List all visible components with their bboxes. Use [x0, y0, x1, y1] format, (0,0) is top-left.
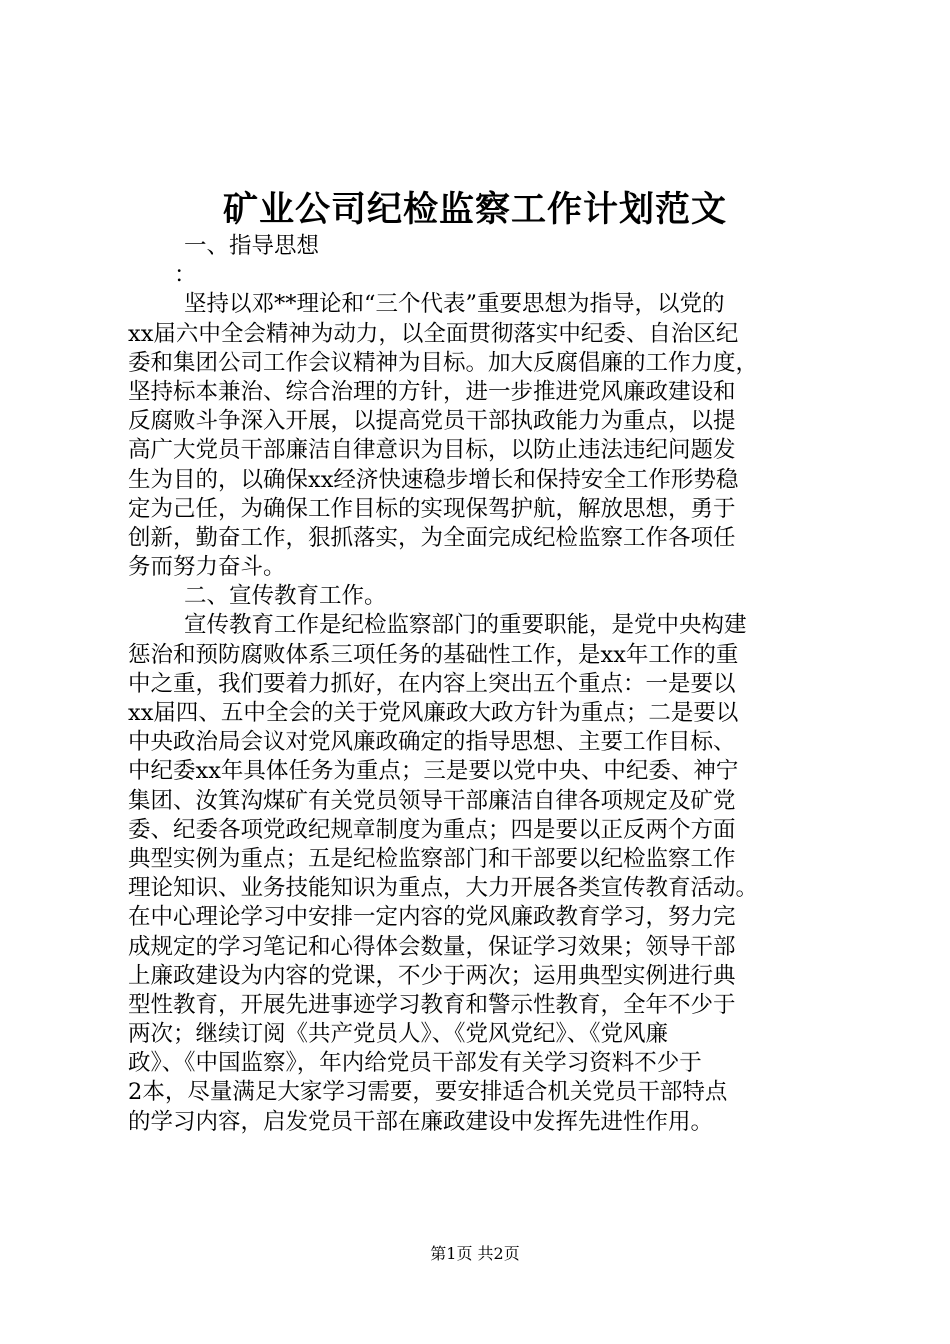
body-line: 成规定的学习笔记和心得体会数量，保证学习效果；领导干部 [128, 933, 736, 960]
body-line: 坚持以邓**理论和“三个代表”重要思想为指导，以党的 [184, 291, 725, 318]
body-line: 委、纪委各项党政纪规章制度为重点；四是要以正反两个方面 [128, 816, 736, 843]
document-body [128, 232, 834, 1137]
body-line: 中纪委xx年具体任务为重点；三是要以党中央、中纪委、神宁 [128, 758, 739, 785]
body-line: 型性教育，开展先进事迹学习教育和警示性教育，全年不少于 [128, 991, 736, 1018]
body-line: 中之重，我们要着力抓好，在内容上突出五个重点：一是要以 [128, 670, 736, 697]
body-line: 典型实例为重点；五是纪检监察部门和干部要以纪检监察工作 [128, 845, 736, 872]
body-line: 定为己任，为确保工作目标的实现保驾护航，解放思想，勇于 [128, 495, 736, 522]
body-line: 2本，尽量满足大家学习需要，要安排适合机关党员干部特点 [128, 1079, 728, 1106]
body-line: 生为目的，以确保xx经济快速稳步增长和保持安全工作形势稳 [128, 466, 739, 493]
body-line: 一、指导思想 [184, 233, 320, 259]
page-footer: 第1页 共2页 [430, 1244, 520, 1263]
document-title: 矿业公司纪检监察工作计划范文 [222, 189, 727, 230]
body-line: 集团、汝箕沟煤矿有关党员领导干部廉洁自律各项规定及矿党 [128, 787, 736, 814]
body-line: 创新，勤奋工作，狠抓落实，为全面完成纪检监察工作各项任 [128, 524, 736, 551]
body-line: 反腐败斗争深入开展，以提高党员干部执政能力为重点，以提 [128, 408, 736, 435]
body-line: xx届六中全会精神为动力，以全面贯彻落实中纪委、自治区纪 [128, 320, 739, 347]
body-line: 上廉政建设为内容的党课，不少于两次；运用典型实例进行典 [128, 962, 736, 989]
body-line: 二、宣传教育工作。 [184, 583, 387, 610]
body-line: 理论知识、业务技能知识为重点，大力开展各类宣传教育活动。 [128, 875, 759, 902]
body-line: 政》、《中国监察》，年内给党员干部发有关学习资料不少于 [128, 1050, 702, 1077]
body-line: 宣传教育工作是纪检监察部门的重要职能，是党中央构建 [184, 612, 747, 639]
body-line: xx届四、五中全会的关于党风廉政大政方针为重点；二是要以 [128, 700, 739, 726]
body-line: 务而努力奋斗。 [128, 554, 286, 581]
body-line: 两次；继续订阅《共产党员人》、《党风党纪》、《党风廉 [128, 1021, 669, 1048]
body-line: 在中心理论学习中安排一定内容的党风廉政教育学习，努力完 [128, 904, 736, 931]
body-line: 惩治和预防腐败体系三项任务的基础性工作，是xx年工作的重 [128, 641, 739, 668]
body-line: 高广大党员干部廉洁自律意识为目标，以防止违法违纪问题发 [128, 437, 736, 464]
body-line: 中央政治局会议对党风廉政确定的指导思想、主要工作目标、 [128, 729, 736, 756]
body-line: 委和集团公司工作会议精神为目标。加大反腐倡廉的工作力度， [128, 349, 759, 376]
body-line: 坚持标本兼治、综合治理的方针，进一步推进党风廉政建设和 [128, 378, 736, 405]
body-line: ： [174, 262, 197, 289]
body-line: 的学习内容，启发党员干部在廉政建设中发挥先进性作用。 [128, 1108, 714, 1135]
